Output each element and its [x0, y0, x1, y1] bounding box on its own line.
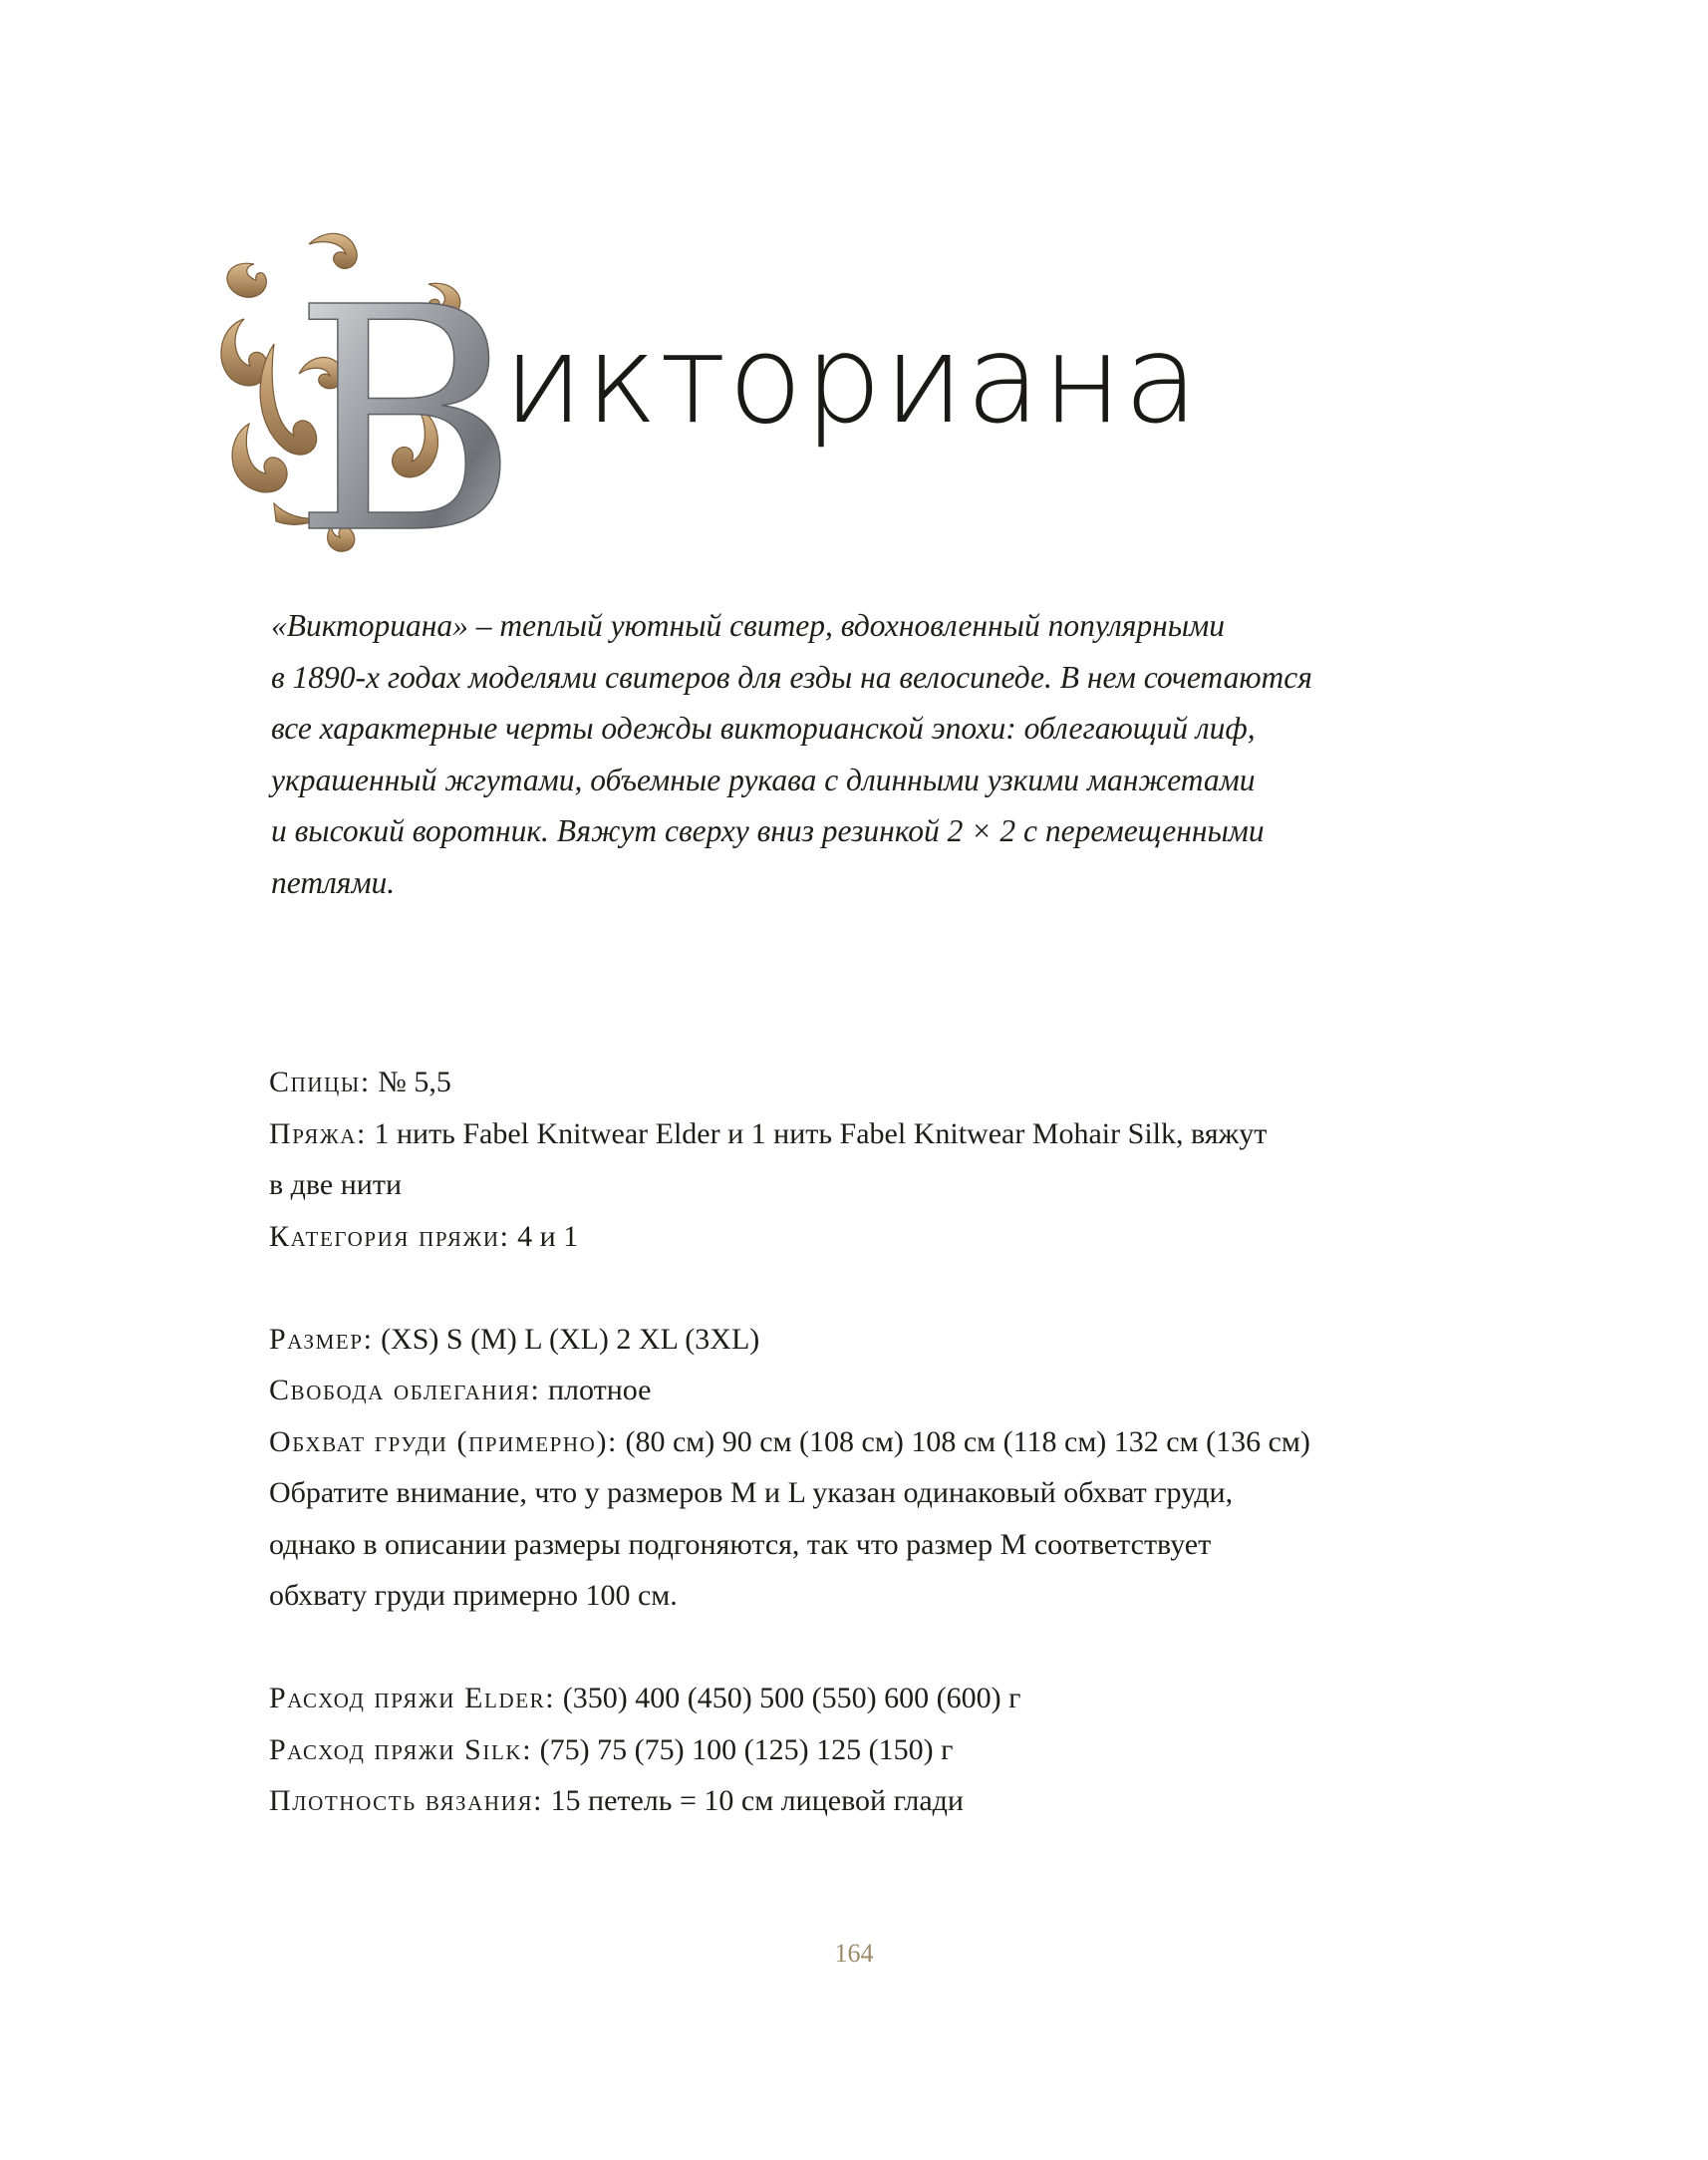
yarn-category-label: Категория пряжи: — [269, 1219, 510, 1253]
yarn-continuation: в две нити — [269, 1168, 403, 1201]
elder-consumption-label: Расход пряжи Elder: — [269, 1682, 556, 1714]
silk-consumption-row — [269, 1724, 1425, 1776]
page-number: 164 — [834, 1939, 874, 1968]
specs-section — [269, 1057, 1425, 1827]
silk-consumption-value: (75) 75 (75) 100 (125) 125 (150) г — [539, 1732, 954, 1766]
ornament-flourish-icon — [214, 224, 519, 602]
intro-line: украшенный жгутами, объемные рукава с длинными узкими манжетами — [271, 762, 1256, 797]
elder-consumption-value: (350) 400 (450) 500 (550) 600 (600) г — [562, 1682, 1021, 1714]
note-line: обхвату груди примерно 100 см. — [269, 1579, 678, 1612]
fit-label: Свобода облегания: — [269, 1374, 541, 1406]
yarn-row — [269, 1108, 1425, 1160]
intro-line: и высокий воротник. Вяжут сверху вниз резинкой 2 × 2 с перемещенными — [271, 813, 1265, 848]
spacer — [269, 1622, 1425, 1674]
gauge-row — [269, 1775, 1425, 1827]
size-label: Размер: — [269, 1322, 374, 1356]
title-block — [214, 224, 1231, 602]
elder-consumption-row — [269, 1673, 1425, 1724]
gauge-label: Плотность вязания: — [269, 1784, 544, 1817]
gauge-value: 15 петель = 10 см лицевой глади — [550, 1784, 964, 1817]
chest-label: Обхват груди (примерно): — [269, 1424, 618, 1458]
yarn-label: Пряжа: — [269, 1116, 367, 1150]
page-title: икториана — [503, 309, 1201, 451]
fit-row — [269, 1365, 1425, 1416]
fit-value: плотное — [547, 1374, 652, 1406]
intro-line: в 1890-х годах моделями свитеров для езды на велосипеде. В нем сочетаются — [271, 659, 1312, 695]
needles-label: Спицы: — [269, 1066, 371, 1098]
yarn-value: 1 нить Fabel Knitwear Elder и 1 нить Fabel Knitwear Mohair Silk, вяжут — [374, 1116, 1268, 1150]
needles-row — [269, 1057, 1425, 1108]
size-row — [269, 1314, 1425, 1366]
intro-line: все характерные черты одежды викторианской эпохи: облегающий лиф, — [271, 711, 1256, 746]
silk-consumption-label: Расход пряжи Silk: — [269, 1732, 533, 1766]
needles-value: № 5,5 — [378, 1066, 451, 1098]
note-line: Обратите внимание, что у размеров M и L указан одинаковый обхват груди, — [269, 1476, 1234, 1509]
yarn-category-row — [269, 1211, 1425, 1263]
spacer — [269, 1262, 1425, 1314]
note-line: однако в описании размеры подгоняются, так что размер M соответствует — [269, 1527, 1212, 1561]
chest-row — [269, 1416, 1425, 1468]
ornamental-initial — [214, 224, 519, 602]
chest-value: (80 см) 90 см (108 см) 108 см (118 см) 132 см (136 см) — [625, 1424, 1310, 1458]
intro-line: петлями. — [271, 864, 396, 900]
intro-paragraph — [271, 600, 1407, 908]
yarn-category-value: 4 и 1 — [517, 1219, 579, 1253]
size-value: (XS) S (M) L (XL) 2 XL (3XL) — [381, 1322, 760, 1356]
intro-line: «Викториана» – теплый уютный свитер, вдохновленный популярными — [271, 608, 1225, 643]
initial-letter: В — [292, 242, 519, 602]
